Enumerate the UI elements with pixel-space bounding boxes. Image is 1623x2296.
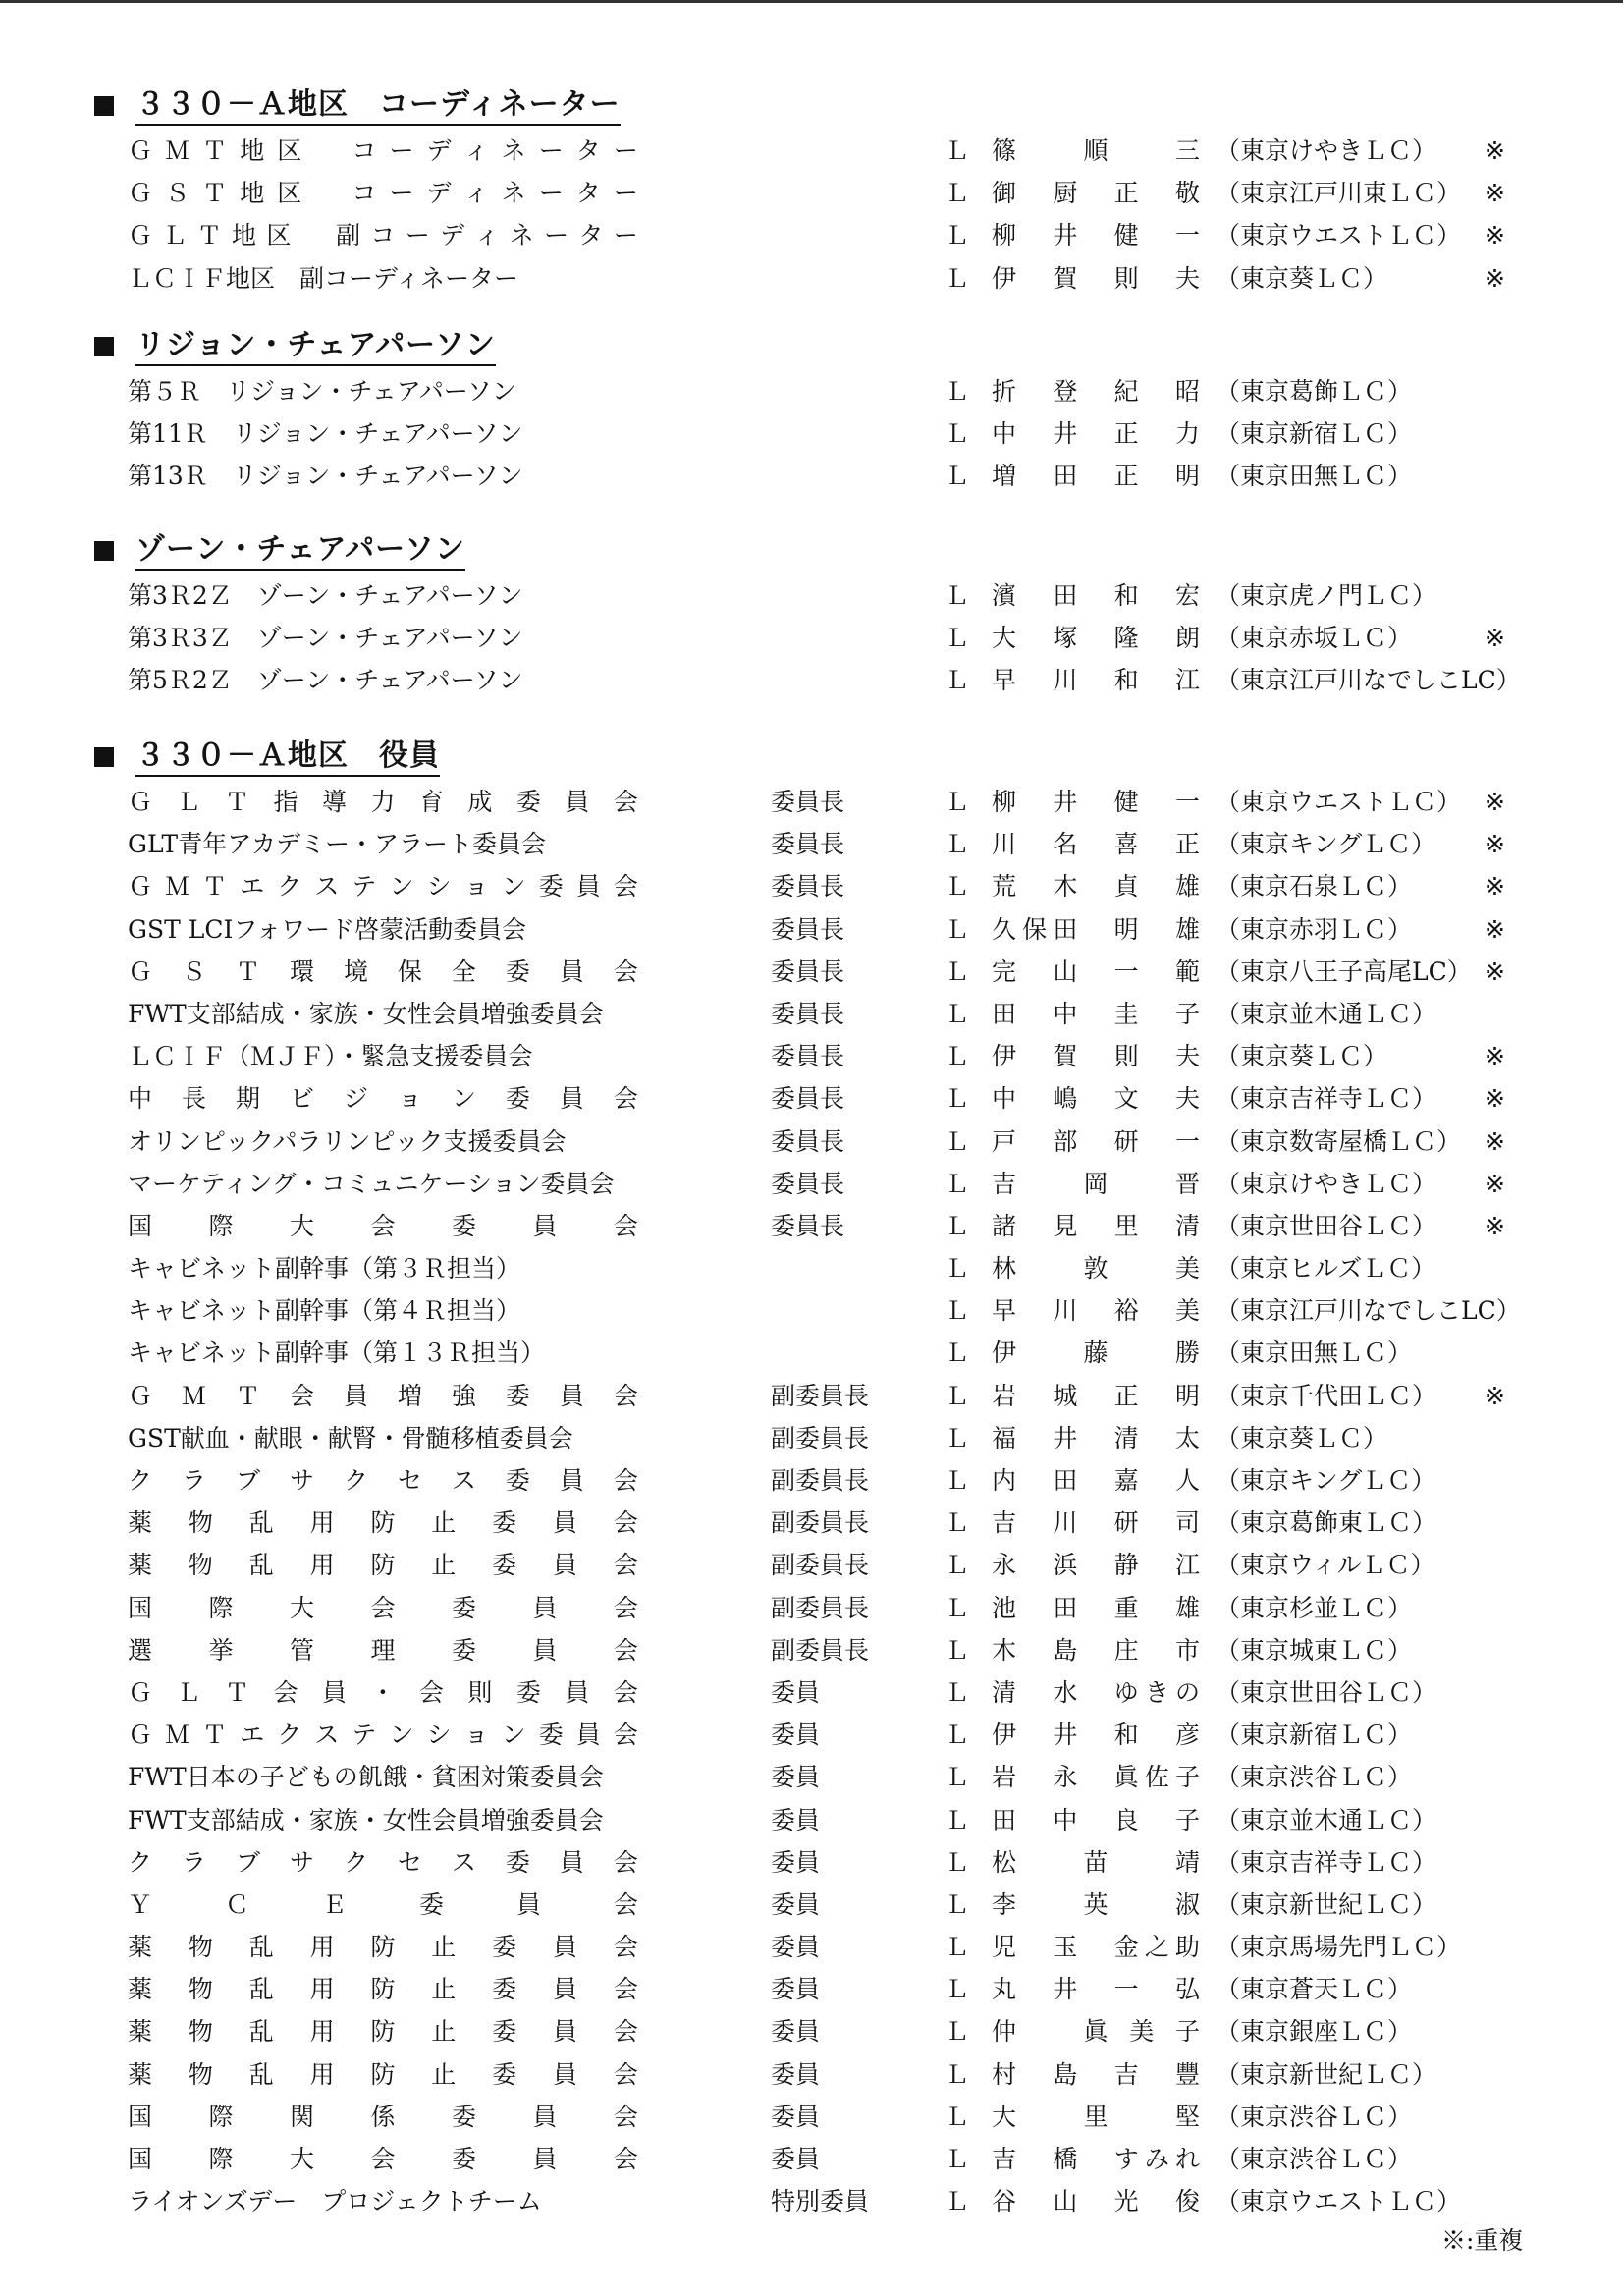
member-name: 中 井 正 力 [992,419,1200,449]
officer-row [0,1205,1623,1247]
member-name: 清 水 ゆきの [992,1677,1200,1707]
officer-row [0,951,1623,993]
officer-row [0,1375,1623,1417]
lion-prefix: Ｌ [945,1466,970,1495]
committee-label: 第11Ｒ リジョン・チェアパーソン [128,419,523,449]
committee-label: Ｇ Ｓ Ｔ 地 区 コ ー デ ィ ネ ー タ ー [128,179,638,208]
page-top-border [0,0,1623,3]
member-name: 大 塚 隆 朗 [992,624,1200,653]
role-title: 副委員長 [771,1381,870,1410]
officer-row [0,1459,1623,1502]
club-name: （東京千代田ＬＣ） [1216,1381,1437,1410]
club-name: （東京葵ＬＣ） [1216,263,1388,293]
lion-prefix: Ｌ [945,137,970,165]
member-name: 林 敦 美 [992,1254,1200,1284]
member-name: 岩 城 正 明 [992,1381,1200,1410]
club-name: （東京ウエストＬＣ） [1216,221,1462,250]
officer-row [0,1799,1623,1841]
role-title: 委員長 [771,914,845,944]
officer-row [0,2138,1623,2180]
role-title: 委員 [771,1721,821,1750]
officer-row [0,1163,1623,1205]
duplicate-mark: ※ [1485,957,1505,986]
role-title: 副委員長 [771,1593,870,1622]
lion-prefix: Ｌ [945,1593,970,1622]
officer-row [0,412,1623,455]
member-name: 田 中 圭 子 [992,999,1200,1028]
member-name: 伊 藤 勝 [992,1339,1200,1368]
club-name: （東京葵ＬＣ） [1216,1423,1388,1452]
lion-prefix: Ｌ [945,377,970,406]
role-title: 委員長 [771,1211,845,1240]
role-title: 委員 [771,2017,821,2047]
club-name: （東京蒼天ＬＣ） [1216,1975,1413,2004]
club-name: （東京世田谷ＬＣ） [1216,1677,1437,1707]
member-name: 早 川 和 江 [992,666,1200,695]
officer-row [0,993,1623,1035]
member-name: 池 田 重 雄 [992,1593,1200,1622]
committee-label: Ｇ Ｌ Ｔ 地 区 副 コ ー デ ィ ネ ー タ ー [128,221,638,250]
lion-prefix: Ｌ [945,462,970,491]
lion-prefix: Ｌ [945,221,970,250]
committee-label: Ｇ Ｌ Ｔ 会 員 ・ 会 則 委 員 会 [128,1677,638,1707]
role-title: 委員 [771,1933,821,1962]
committee-label: ク ラ ブ サ ク セ ス 委 員 会 [128,1847,638,1877]
lion-prefix: Ｌ [945,999,970,1028]
member-name: 李 英 淑 [992,1889,1200,1919]
member-name: 内 田 嘉 人 [992,1466,1200,1495]
member-name: 大 里 堅 [992,2102,1200,2131]
officer-row [0,130,1623,172]
role-title: 委員長 [771,872,845,902]
committee-label: 薬 物 乱 用 防 止 委 員 会 [128,1551,638,1580]
role-title: 特別委員 [771,2187,870,2216]
committee-label: キャビネット副幹事（第３Ｒ担当） [128,1254,521,1284]
club-name: （東京ウィルＬＣ） [1216,1551,1435,1580]
section-zone-chairpersons [0,531,1623,702]
officer-row [0,574,1623,617]
club-name: （東京渋谷ＬＣ） [1216,1763,1413,1792]
officer-row [0,1077,1623,1120]
section-bullet-square [94,96,114,116]
officer-row [0,1714,1623,1756]
role-title: 副委員長 [771,1466,870,1495]
officer-row [0,1671,1623,1714]
duplicate-mark: ※ [1485,1381,1505,1410]
lion-prefix: Ｌ [945,2017,970,2047]
section-header [0,86,1623,130]
club-name: （東京けやきＬＣ） [1216,1169,1437,1198]
club-name: （東京赤坂ＬＣ） [1216,624,1413,653]
section-title: ゾーン・チェアパーソン [135,531,465,571]
section-coordinators [0,86,1623,300]
committee-label: Ｇ Ｍ Ｔ エ ク ス テ ン シ ョ ン 委 員 会 [128,1721,638,1750]
club-name: （東京馬場先門ＬＣ） [1216,1933,1462,1962]
club-name: （東京世田谷ＬＣ） [1216,1211,1437,1240]
lion-prefix: Ｌ [945,872,970,902]
club-name: （東京江戸川なでしこLC） [1216,1296,1521,1326]
section-bullet-square [94,541,114,561]
member-name: 児 玉 金之助 [992,1933,1200,1962]
committee-label: ＬＣＩＦ地区 副コーディネーター [128,263,519,293]
member-name: 吉 川 研 司 [992,1508,1200,1538]
member-name: 伊 賀 則 夫 [992,263,1200,293]
section-title: ３３０－Ａ地区 役員 [135,738,440,777]
committee-label: FWT支部結成・家族・女性会員増強委員会 [128,999,604,1028]
lion-prefix: Ｌ [945,581,970,610]
committee-label: Ｇ Ｌ Ｔ 指 導 力 育 成 委 員 会 [128,788,638,816]
officer-row [0,370,1623,412]
officer-row [0,1417,1623,1459]
committee-label: ＬＣＩＦ（ＭＪＦ）・緊急支援委員会 [128,1042,533,1071]
member-name: 永 浜 静 江 [992,1551,1200,1580]
lion-prefix: Ｌ [945,1296,970,1326]
member-name: 松 苗 靖 [992,1847,1200,1877]
member-name: 濱 田 和 宏 [992,581,1200,610]
member-name: 仲 眞美子 [992,2017,1200,2047]
lion-prefix: Ｌ [945,1763,970,1792]
footnote-duplicate-mark: ※:重複 [1441,2226,1524,2255]
lion-prefix: Ｌ [945,2187,970,2216]
club-name: （東京葵ＬＣ） [1216,1042,1388,1071]
officer-row [0,908,1623,951]
club-name: （東京吉祥寺ＬＣ） [1216,1847,1437,1877]
committee-label: 第13Ｒ リジョン・チェアパーソン [128,462,523,491]
lion-prefix: Ｌ [945,957,970,986]
officer-row [0,1587,1623,1629]
officer-row [0,1332,1623,1374]
member-name: 川 名 喜 正 [992,830,1200,859]
lion-prefix: Ｌ [945,263,970,293]
lion-prefix: Ｌ [945,1126,970,1156]
lion-prefix: Ｌ [945,1169,970,1198]
committee-label: GLT青年アカデミー・アラート委員会 [128,830,546,859]
club-name: （東京新世紀ＬＣ） [1216,2059,1437,2089]
club-name: （東京新宿ＬＣ） [1216,419,1413,449]
committee-label: 国 際 大 会 委 員 会 [128,1211,638,1240]
club-name: （東京田無ＬＣ） [1216,462,1413,491]
lion-prefix: Ｌ [945,1551,970,1580]
member-name: 諸 見 里 清 [992,1211,1200,1240]
role-title: 副委員長 [771,1551,870,1580]
officer-row [0,2010,1623,2052]
officer-row [0,1121,1623,1163]
officer-row [0,1926,1623,1968]
club-name: （東京江戸川東ＬＣ） [1216,179,1462,208]
section-header [0,531,1623,574]
role-title: 委員 [771,1975,821,2004]
officer-row [0,865,1623,907]
committee-label: 薬 物 乱 用 防 止 委 員 会 [128,1975,638,2004]
section-district-officers [0,738,1623,2222]
club-name: （東京けやきＬＣ） [1216,137,1437,165]
role-title: 委員長 [771,1042,845,1071]
lion-prefix: Ｌ [945,830,970,859]
member-name: 福 井 清 太 [992,1423,1200,1452]
lion-prefix: Ｌ [945,1889,970,1919]
duplicate-mark: ※ [1485,1084,1505,1114]
club-name: （東京石泉ＬＣ） [1216,872,1413,902]
role-title: 委員 [771,1889,821,1919]
officer-row [0,823,1623,865]
role-title: 委員長 [771,1084,845,1114]
club-name: （東京キングＬＣ） [1216,830,1436,859]
lion-prefix: Ｌ [945,1805,970,1834]
officer-row [0,1247,1623,1289]
club-name: （東京葛飾東ＬＣ） [1216,1508,1437,1538]
committee-label: 第3Ｒ2Ｚ ゾーン・チェアパーソン [128,581,523,610]
officer-row [0,1968,1623,2010]
club-name: （東京杉並ＬＣ） [1216,1593,1413,1622]
officer-row [0,1756,1623,1798]
duplicate-mark: ※ [1485,788,1505,816]
member-name: 増 田 正 明 [992,462,1200,491]
lion-prefix: Ｌ [945,666,970,695]
role-title: 委員 [771,1677,821,1707]
section-bullet-square [94,747,114,767]
club-name: （東京銀座ＬＣ） [1216,2017,1413,2047]
club-name: （東京新宿ＬＣ） [1216,1721,1413,1750]
committee-label: キャビネット副幹事（第１３Ｒ担当） [128,1339,546,1368]
member-name: 伊 井 和 彦 [992,1721,1200,1750]
section-region-chairpersons [0,327,1623,498]
lion-prefix: Ｌ [945,1847,970,1877]
section-header [0,738,1623,781]
role-title: 委員 [771,2102,821,2131]
officer-row [0,1629,1623,1671]
committee-label: FWT日本の子どもの飢餓・貧困対策委員会 [128,1763,604,1792]
member-name: 篠 順 三 [992,137,1200,165]
club-name: （東京渋谷ＬＣ） [1216,2145,1413,2173]
member-name: 荒 木 貞 雄 [992,872,1200,902]
committee-label: オリンピックパラリンピック支援委員会 [128,1126,567,1156]
lion-prefix: Ｌ [945,1339,970,1368]
club-name: （東京ウエストＬＣ） [1216,788,1462,816]
officer-row [0,257,1623,300]
role-title: 委員 [771,1805,821,1834]
member-name: 田 中 良 子 [992,1805,1200,1834]
lion-prefix: Ｌ [945,2102,970,2131]
lion-prefix: Ｌ [945,179,970,208]
role-title: 副委員長 [771,1635,870,1665]
officer-row [0,455,1623,497]
club-name: （東京新世紀ＬＣ） [1216,1889,1437,1919]
committee-label: Ｇ Ｓ Ｔ 環 境 保 全 委 員 会 [128,957,638,986]
club-name: （東京並木通ＬＣ） [1216,999,1437,1028]
member-name: 丸 井 一 弘 [992,1975,1200,2004]
member-name: 吉 岡 晋 [992,1169,1200,1198]
club-name: （東京江戸川なでしこLC） [1216,666,1521,695]
officer-row [0,2180,1623,2222]
officer-row [0,781,1623,823]
role-title: 委員長 [771,1126,845,1156]
committee-label: 薬 物 乱 用 防 止 委 員 会 [128,1508,638,1538]
club-name: （東京城東ＬＣ） [1216,1635,1413,1665]
section-title: リジョン・チェアパーソン [135,327,496,366]
lion-prefix: Ｌ [945,1211,970,1240]
role-title: 委員 [771,2059,821,2089]
committee-label: Ｇ Ｍ Ｔ 地 区 コ ー デ ィ ネ ー タ ー [128,137,638,165]
committee-label: 国 際 関 係 委 員 会 [128,2102,638,2131]
club-name: （東京田無ＬＣ） [1216,1339,1413,1368]
club-name: （東京吉祥寺ＬＣ） [1216,1084,1437,1114]
member-name: 完 山 一 範 [992,957,1200,986]
role-title: 委員 [771,1847,821,1877]
role-title: 副委員長 [771,1508,870,1538]
committee-label: 第５Ｒ リジョン・チェアパーソン [128,377,516,406]
committee-label: Ｇ Ｍ Ｔ エ ク ス テ ン シ ョ ン 委 員 会 [128,872,638,902]
lion-prefix: Ｌ [945,1677,970,1707]
duplicate-mark: ※ [1485,1169,1505,1198]
duplicate-mark: ※ [1485,263,1505,293]
lion-prefix: Ｌ [945,2059,970,2089]
officer-row [0,617,1623,659]
lion-prefix: Ｌ [945,1635,970,1665]
member-name: 吉 橋 すみれ [992,2145,1200,2173]
role-title: 委員長 [771,957,845,986]
lion-prefix: Ｌ [945,419,970,449]
role-title: 委員 [771,1763,821,1792]
committee-label: Ｇ Ｍ Ｔ 会 員 増 強 委 員 会 [128,1381,638,1410]
lion-prefix: Ｌ [945,624,970,653]
club-name: （東京八王子高尾LC） [1216,957,1472,986]
lion-prefix: Ｌ [945,1423,970,1452]
member-name: 谷 山 光 俊 [992,2187,1200,2216]
section-title: ３３０－Ａ地区 コーディネーター [135,86,621,126]
member-name: 戸 部 研 一 [992,1126,1200,1156]
committee-label: 中 長 期 ビ ジ ョ ン 委 員 会 [128,1084,638,1114]
committee-label: GST LCIフォワード啓蒙活動委員会 [128,914,527,944]
lion-prefix: Ｌ [945,1721,970,1750]
committee-label: 薬 物 乱 用 防 止 委 員 会 [128,2059,638,2089]
duplicate-mark: ※ [1485,179,1505,208]
duplicate-mark: ※ [1485,624,1505,653]
lion-prefix: Ｌ [945,1084,970,1114]
committee-label: Ｙ Ｃ Ｅ 委 員 会 [128,1889,638,1919]
role-title: 委員長 [771,830,845,859]
officer-row [0,2096,1623,2138]
officer-row [0,172,1623,214]
role-title: 委員長 [771,999,845,1028]
lion-prefix: Ｌ [945,1933,970,1962]
member-name: 早 川 裕 美 [992,1296,1200,1326]
club-name: （東京ヒルズＬＣ） [1216,1254,1436,1284]
member-name: 岩 永 眞佐子 [992,1763,1200,1792]
club-name: （東京渋谷ＬＣ） [1216,2102,1413,2131]
officer-row [0,1841,1623,1884]
committee-label: ライオンズデー プロジェクトチーム [128,2187,542,2216]
lion-prefix: Ｌ [945,1975,970,2004]
club-name: （東京葛飾ＬＣ） [1216,377,1413,406]
lion-prefix: Ｌ [945,1508,970,1538]
committee-label: マーケティング・コミュニケーション委員会 [128,1169,615,1198]
member-name: 村 島 吉 豐 [992,2059,1200,2089]
committee-label: 第5Ｒ2Ｚ ゾーン・チェアパーソン [128,666,523,695]
role-title: 副委員長 [771,1423,870,1452]
officer-row [0,1884,1623,1926]
role-title: 委員長 [771,788,845,816]
duplicate-mark: ※ [1485,1211,1505,1240]
member-name: 木 島 庄 市 [992,1635,1200,1665]
committee-label: 薬 物 乱 用 防 止 委 員 会 [128,2017,638,2047]
committee-label: 第3Ｒ3Ｚ ゾーン・チェアパーソン [128,624,523,653]
member-name: 柳 井 健 一 [992,221,1200,250]
club-name: （東京数寄屋橋ＬＣ） [1216,1126,1462,1156]
club-name: （東京並木通ＬＣ） [1216,1805,1437,1834]
club-name: （東京キングＬＣ） [1216,1466,1436,1495]
duplicate-mark: ※ [1485,830,1505,859]
officer-row [0,1035,1623,1077]
officer-row [0,1502,1623,1544]
role-title: 委員長 [771,1169,845,1198]
member-name: 柳 井 健 一 [992,788,1200,816]
committee-label: 国 際 大 会 委 員 会 [128,2145,638,2173]
duplicate-mark: ※ [1485,914,1505,944]
club-name: （東京ウエストＬＣ） [1216,2187,1462,2216]
officer-row [0,214,1623,256]
section-header [0,327,1623,370]
duplicate-mark: ※ [1485,872,1505,902]
duplicate-mark: ※ [1485,1042,1505,1071]
member-name: 御 厨 正 敬 [992,179,1200,208]
club-name: （東京虎ノ門ＬＣ） [1216,581,1437,610]
member-name: 折 登 紀 昭 [992,377,1200,406]
role-title: 委員 [771,2145,821,2173]
committee-label: FWT支部結成・家族・女性会員増強委員会 [128,1805,604,1834]
duplicate-mark: ※ [1485,1126,1505,1156]
committee-label: 薬 物 乱 用 防 止 委 員 会 [128,1933,638,1962]
officer-row [0,1544,1623,1586]
lion-prefix: Ｌ [945,2145,970,2173]
committee-label: キャビネット副幹事（第４Ｒ担当） [128,1296,521,1326]
club-name: （東京赤羽ＬＣ） [1216,914,1413,944]
committee-label: 国 際 大 会 委 員 会 [128,1593,638,1622]
section-bullet-square [94,337,114,356]
lion-prefix: Ｌ [945,914,970,944]
lion-prefix: Ｌ [945,1254,970,1284]
lion-prefix: Ｌ [945,1042,970,1071]
lion-prefix: Ｌ [945,1381,970,1410]
officer-row [0,659,1623,701]
member-name: 中 嶋 文 夫 [992,1084,1200,1114]
officer-row [0,2053,1623,2096]
officer-row [0,1289,1623,1332]
committee-label: GST献血・献眼・献腎・骨髄移植委員会 [128,1423,573,1452]
member-name: 久保田 明 雄 [992,914,1200,944]
duplicate-mark: ※ [1485,221,1505,250]
member-name: 伊 賀 則 夫 [992,1042,1200,1071]
lion-prefix: Ｌ [945,788,970,816]
committee-label: ク ラ ブ サ ク セ ス 委 員 会 [128,1466,638,1495]
duplicate-mark: ※ [1485,137,1505,165]
committee-label: 選 挙 管 理 委 員 会 [128,1635,638,1665]
